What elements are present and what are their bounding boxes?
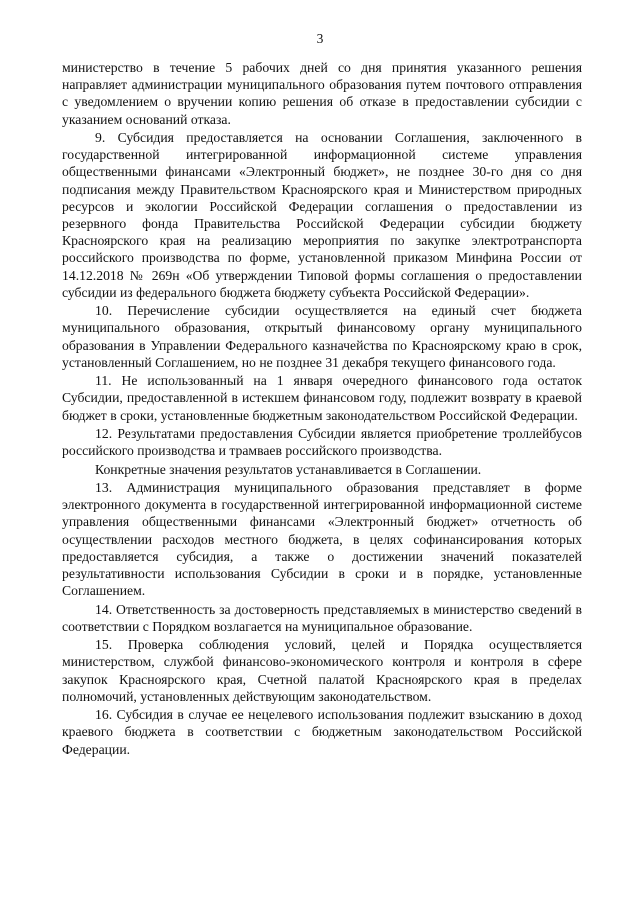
paragraph-13: 13. Администрация муниципального образования представляет в форме электронного документа в государственной интегрированной информационной системе управления общественными финансами «Электронный бюджет» отчетность об осуществлении расходов местного бюджета, в целях софинансирования которых предоставляется субсидия, а также о достижении значений показателей результативности использования Субсидии в сроки и в порядке, установленные Соглашением. xyxy=(62,480,582,599)
paragraph-10: 10. Перечисление субсидии осуществляется на единый счет бюджета муниципального образования, открытый финансовому органу муниципального образования в Управлении Федерального казначейства по Красноярскому краю в срок, установленный Соглашением, но не позднее 31 декабря текущего финансового года. xyxy=(62,303,582,370)
paragraph-12-results: Конкретные значения результатов устанавливается в Соглашении. xyxy=(95,461,482,477)
paragraph-12: 12. Результатами предоставления Субсидии является приобретение троллейбусов российского производства и трамваев российского производства. xyxy=(62,426,582,459)
paragraph-continuation: министерство в течение 5 рабочих дней со дня принятия указанного решения направляет администрации муниципального образования путем почтового отправления с уведомлением о вручении копию решения об отказе в предоставлении субсидии с указанием оснований отказа. xyxy=(62,60,582,127)
paragraph-11: 11. Не использованный на 1 января очередного финансового года остаток Субсидии, предоставленной в истекшем финансовом году, подлежит возврату в краевой бюджет в сроки, установленные бюджетным законодательством Российской Федерации. xyxy=(62,373,582,423)
page-number: 3 xyxy=(316,31,324,46)
paragraph-16: 16. Субсидия в случае ее нецелевого использования подлежит взысканию в доход краевого бюджета в соответствии с бюджетным законодательством Российской Федерации. xyxy=(62,707,582,757)
paragraph-15: 15. Проверка соблюдения условий, целей и Порядка осуществляется министерством, службой финансово-экономического контроля и контроля в сфере закупок Красноярского края, Счетной палатой Красноярского края в пределах полномочий, установленных действующим законодательством. xyxy=(62,637,582,704)
document-body xyxy=(62,59,582,758)
paragraph-9: 9. Субсидия предоставляется на основании Соглашения, заключенного в государственной интегрированной информационной системе управления общественными финансами «Электронный бюджет», не позднее 30-го дня со дня подписания между Правительством Красноярского края и Министерством природных ресурсов и экологии Российской Федерации соглашения о предоставлении из резервного фонда Правительства Российской Федерации субсидии бюджету Красноярского края на реализацию мероприятия по закупке электротранспорта российского производства по форме, установленной приказом Минфина России от 14.12.2018 № 269н «Об утверждении Типовой формы соглашения о предоставлении субсидии из федерального бюджета бюджету субъекта Российской Федерации». xyxy=(62,130,582,300)
paragraph-14: 14. Ответственность за достоверность представляемых в министерство сведений в соответствии с Порядком возлагается на муниципальное образование. xyxy=(62,601,582,634)
